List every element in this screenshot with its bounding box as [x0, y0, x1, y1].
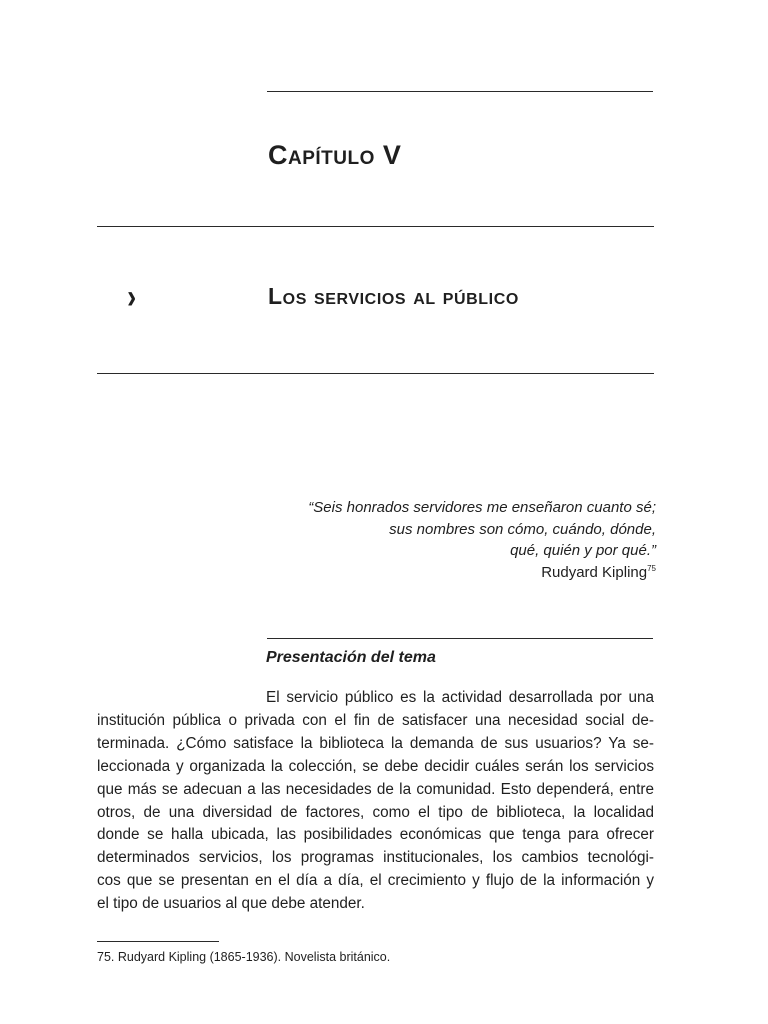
body-line: que más se adecuan a las necesidades de la comunidad. Esto dependerá, entre	[97, 780, 654, 798]
body-line: terminada. ¿Cómo satisface la biblioteca la demanda de sus usuarios? Ya se-	[97, 734, 654, 752]
epigraph-author	[236, 562, 656, 584]
body-line: cos que se presentan en el día a día, el crecimiento y flujo de la información y	[97, 872, 654, 890]
epigraph-line: qué, quién y por qué.”	[510, 542, 656, 559]
body-line: El servicio público es la actividad desarrollada por una	[266, 689, 654, 706]
footnote-rule	[97, 941, 219, 942]
epigraph-line: “Seis honrados servidores me enseñaron cuanto sé;	[308, 499, 656, 516]
top-rule	[267, 91, 653, 92]
epigraph-line: sus nombres son cómo, cuándo, dónde,	[389, 520, 656, 538]
chapter-title: Capítulo V	[268, 140, 402, 170]
body-line: determinados servicios, los programas institucionales, los cambios tecnológi-	[97, 849, 654, 867]
subheading: Presentación del tema	[266, 649, 436, 666]
footnote-reference[interactable]: 75	[647, 563, 656, 573]
body-line: institución pública o privada con el fin de satisfacer una necesidad social de-	[97, 711, 654, 729]
chevron-right-icon: ›	[127, 278, 137, 316]
body-line: leccionada y organizada la colección, se debe decidir cuáles serán los servicios	[97, 757, 654, 775]
body-line: donde se halla ubicada, las posibilidades económicas que tenga para ofrecer	[97, 826, 654, 844]
section-title: Los servicios al público	[268, 283, 519, 309]
epigraph	[236, 497, 656, 583]
body-paragraph	[97, 687, 654, 916]
body-line: otros, de una diversidad de factores, como el tipo de biblioteca, la localidad	[97, 803, 654, 821]
section-bottom-rule	[97, 373, 654, 374]
footnote: 75. Rudyard Kipling (1865-1936). Novelista británico.	[97, 950, 391, 964]
subheading-rule	[267, 638, 653, 639]
body-line: el tipo de usuarios al que debe atender.	[97, 895, 365, 913]
author-name: Rudyard Kipling	[541, 563, 648, 581]
chapter-bottom-rule	[97, 226, 654, 227]
